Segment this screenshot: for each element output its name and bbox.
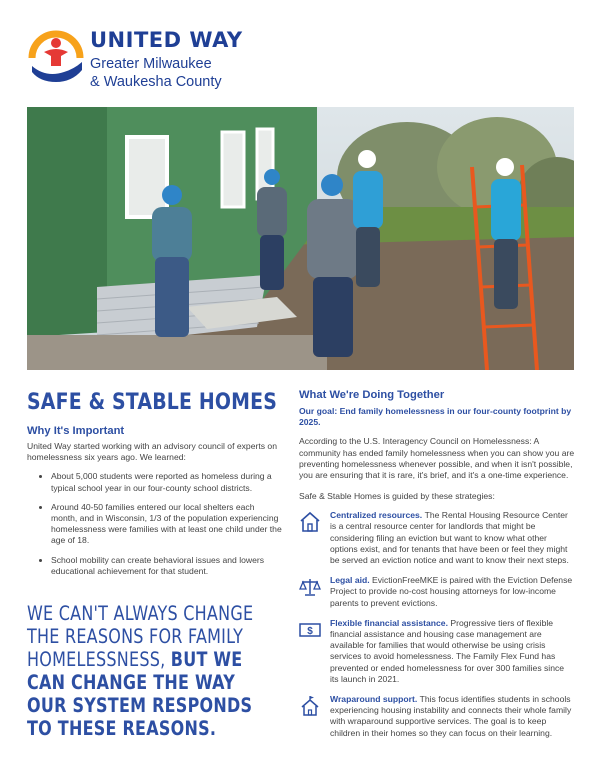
strategy-title: Centralized resources. [330,510,425,521]
strategy-title: Wraparound support. [330,694,420,705]
fact-item: • School mobility can create behavioral issues and lowers educational achievement for that student. [51,555,282,577]
right-column [299,389,575,739]
pull-quote [27,602,277,740]
pull-quote-light: WE CAN'T ALWAYS CHANGE THE REASONS FOR FAMILY HOMELESSNESS, [27,602,254,671]
school-icon [299,695,321,717]
org-name: UNITED WAY [90,28,243,52]
strategies-intro: Safe & Stable Homes is guided by these strategies: [299,491,495,502]
scales-icon [299,576,321,598]
facts-list [27,471,282,577]
org-region-line1: Greater Milwaukee [90,56,212,72]
fact-item: • About 5,000 students were reported as homeless during a typical school year in our four-county school districts. [51,471,282,493]
hero-photo [27,107,574,370]
interagency-paragraph: According to the U.S. Interagency Council on Homelessness: A community has ended family homelessness when you can show you are preventing homelessness whenever possible, and when it isn't possible, you are ensuring that it is rare, it's brief, and it's a one-time experience. [299,436,575,481]
left-column [27,390,282,585]
org-region-line2: & Waukesha County [90,74,222,90]
house-icon [299,511,321,533]
pull-quote-bold: BUT WE CAN CHANGE THE WAY OUR SYSTEM RESPONDS TO THESE REASONS. [27,648,253,740]
strategy-item [299,575,575,609]
strategy-title: Legal aid. [330,575,373,586]
why-important-heading: Why It's Important [27,425,125,437]
dollar-icon [299,619,321,641]
strategy-item [299,618,575,685]
fact-item: • Around 40-50 families entered our local shelters each month, and in Wisconsin, 1/3 of the population experiencing homelessness were families with at least one child under the age of 18. [51,502,282,547]
strategy-title: Flexible financial assistance. [330,617,451,628]
svg-text:$: $ [307,625,313,637]
section-title: SAFE & STABLE HOMES [27,390,278,415]
strategy-text: The Rental Housing Resource Center is a central resource center for landlords that might be considering filing an eviction but want to know what other options exist, and for tenants that have been or feel they might be served an eviction notice and want to know their next steps. [330,510,569,566]
strategy-text: This focus identifies students in schools experiencing housing instability and connects their whole family with wraparound supportive services. The goal is to keep children in their homes so they can focus on their learning. [330,694,572,738]
strategy-item [299,510,575,566]
strategy-text: Progressive tiers of flexible financial assistance and housing case management are available for families that would otherwise be using crisis services to avoid homelessness. The Family Flex Fund has prevented or ended homelessness for over 300 families since its launch in 2021. [330,617,565,684]
intro-paragraph: United Way started working with an advisory council of experts on homelessness six years ago. We learned: [27,441,277,463]
doing-together-heading: What We're Doing Together [299,389,445,401]
united-way-logo-icon [28,26,84,86]
header [28,26,328,90]
strategy-item [299,694,575,739]
strategy-text: EvictionFreeMKE is paired with the Eviction Defense Project to provide no-cost housing attorneys for low-income parents to prevent evictions. [330,575,573,608]
goal-statement: Our goal: End family homelessness in our four-county footprint by 2025. [299,406,572,428]
